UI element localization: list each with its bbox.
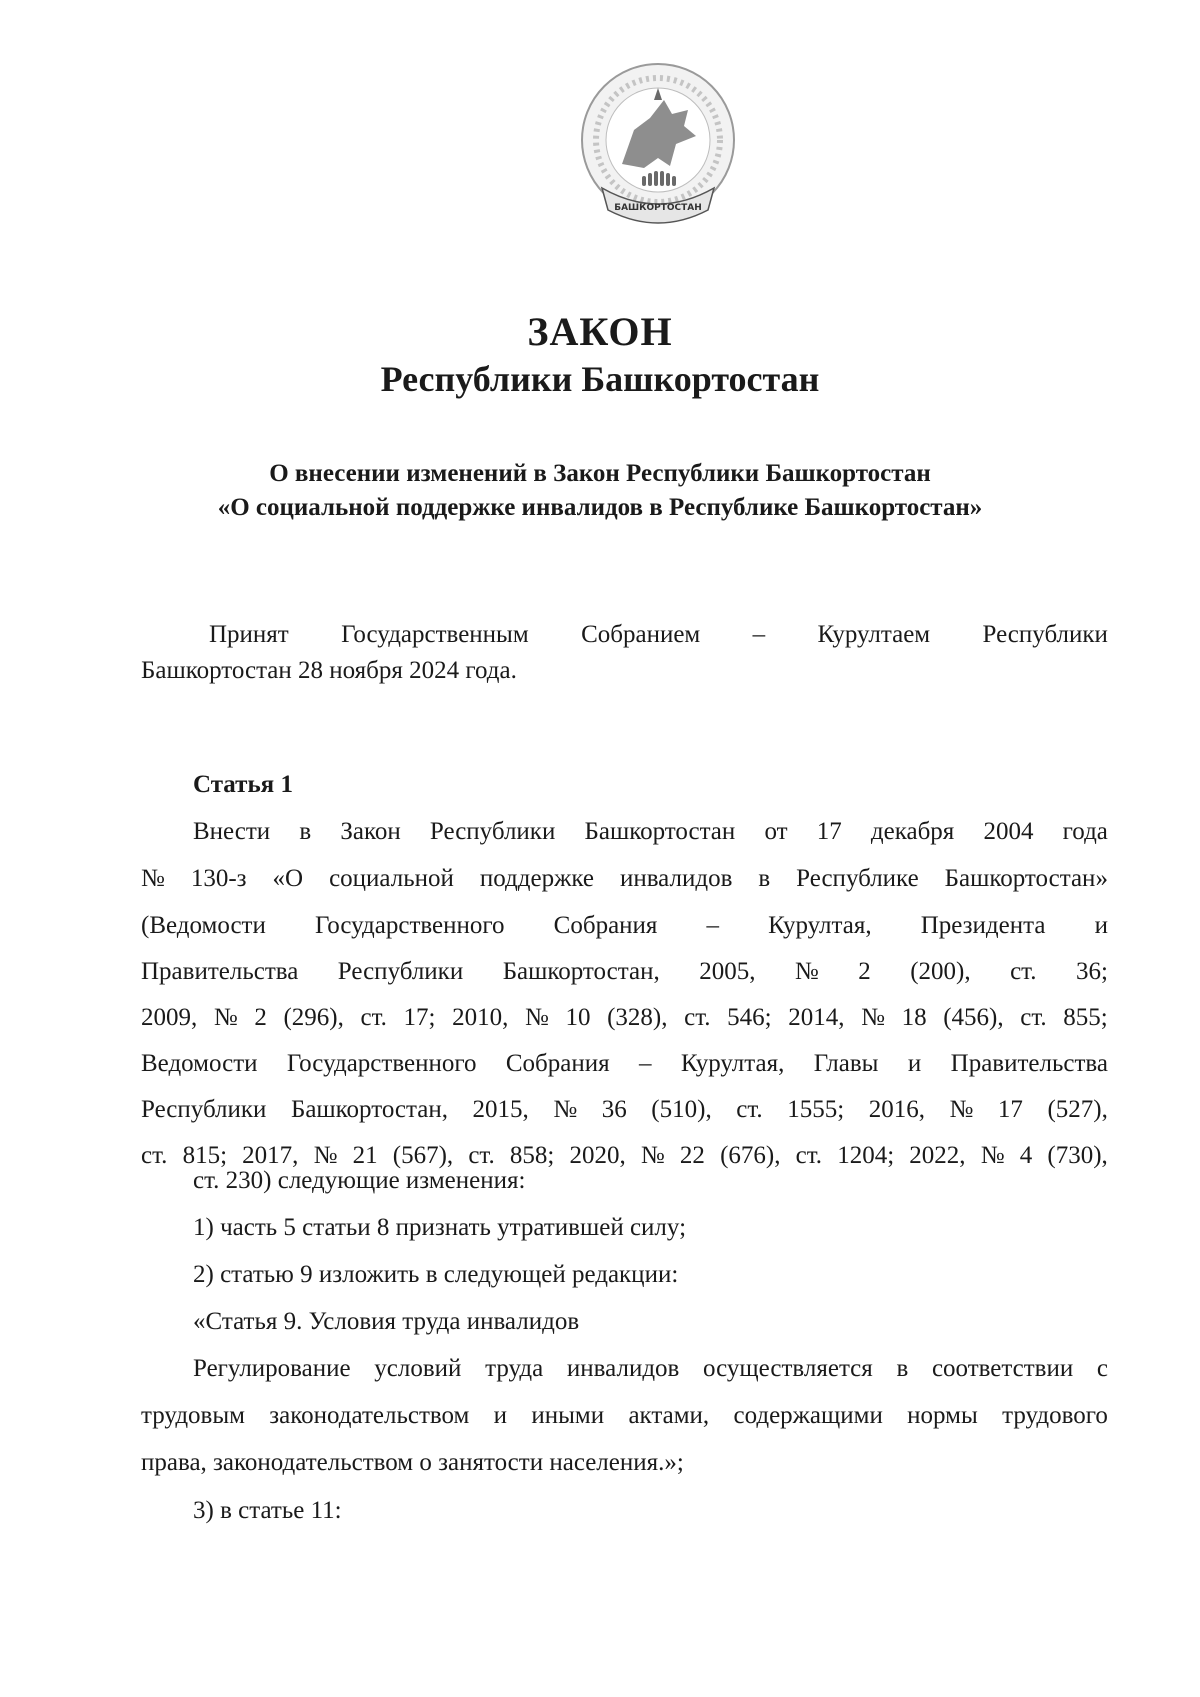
republic-emblem-icon xyxy=(572,60,744,242)
text-line: Регулирование условий труда инвалидов осуществляется в соответствии с xyxy=(193,1355,1108,1382)
text-line: (Ведомости Государственного Собрания – Курултая, Президента и xyxy=(141,912,1108,939)
list-item-2: 2) статью 9 изложить в следующей редакции: xyxy=(193,1261,679,1288)
adoption-line-2: Башкортостан 28 ноября 2024 года. xyxy=(141,657,517,684)
document-subject: Республики Башкортостан xyxy=(380,359,820,399)
emblem-label: БАШКОРТОСТАН xyxy=(614,203,702,213)
text-line: трудовым законодательством и иными актами, содержащими нормы трудового xyxy=(141,1402,1108,1429)
text-line: ст. 815; 2017, № 21 (567), ст. 858; 2020, № 22 (676), ст. 1204; 2022, № 4 (730), xyxy=(141,1142,1108,1169)
text-line: Внести в Закон Республики Башкортостан от 17 декабря 2004 года xyxy=(193,818,1108,845)
text-line: Правительства Республики Башкортостан, 2005, № 2 (200), ст. 36; xyxy=(141,958,1108,985)
document-type: ЗАКОН xyxy=(527,309,673,354)
law-title-line-1: О внесении изменений в Закон Республики Башкортостан xyxy=(269,460,931,487)
text-line: Ведомости Государственного Собрания – Курултая, Главы и Правительства xyxy=(141,1050,1108,1077)
text-line: № 130-з «О социальной поддержке инвалидов в Республике Башкортостан» xyxy=(141,865,1108,892)
article-paragraph-1-last-line: ст. 230) следующие изменения: xyxy=(193,1167,526,1194)
adoption-notice xyxy=(141,617,1108,689)
article-paragraph-2-last-line: права, законодательством о занятости населения.»; xyxy=(141,1449,684,1476)
list-item-1: 1) часть 5 статьи 8 признать утратившей силу; xyxy=(193,1214,687,1241)
text-line: Республики Башкортостан, 2015, № 36 (510), ст. 1555; 2016, № 17 (527), xyxy=(141,1096,1108,1123)
law-title-line-2: «О социальной поддержке инвалидов в Республике Башкортостан» xyxy=(217,494,983,521)
article-title: Статья 1 xyxy=(193,771,293,798)
adoption-line-1: Принят Государственным Собранием – Курултаем Республики xyxy=(209,621,1108,648)
text-line: 2009, № 2 (296), ст. 17; 2010, № 10 (328), ст. 546; 2014, № 18 (456), ст. 855; xyxy=(141,1004,1108,1031)
list-item-3: 3) в статье 11: xyxy=(193,1497,342,1524)
quoted-article-title: «Статья 9. Условия труда инвалидов xyxy=(193,1308,580,1335)
